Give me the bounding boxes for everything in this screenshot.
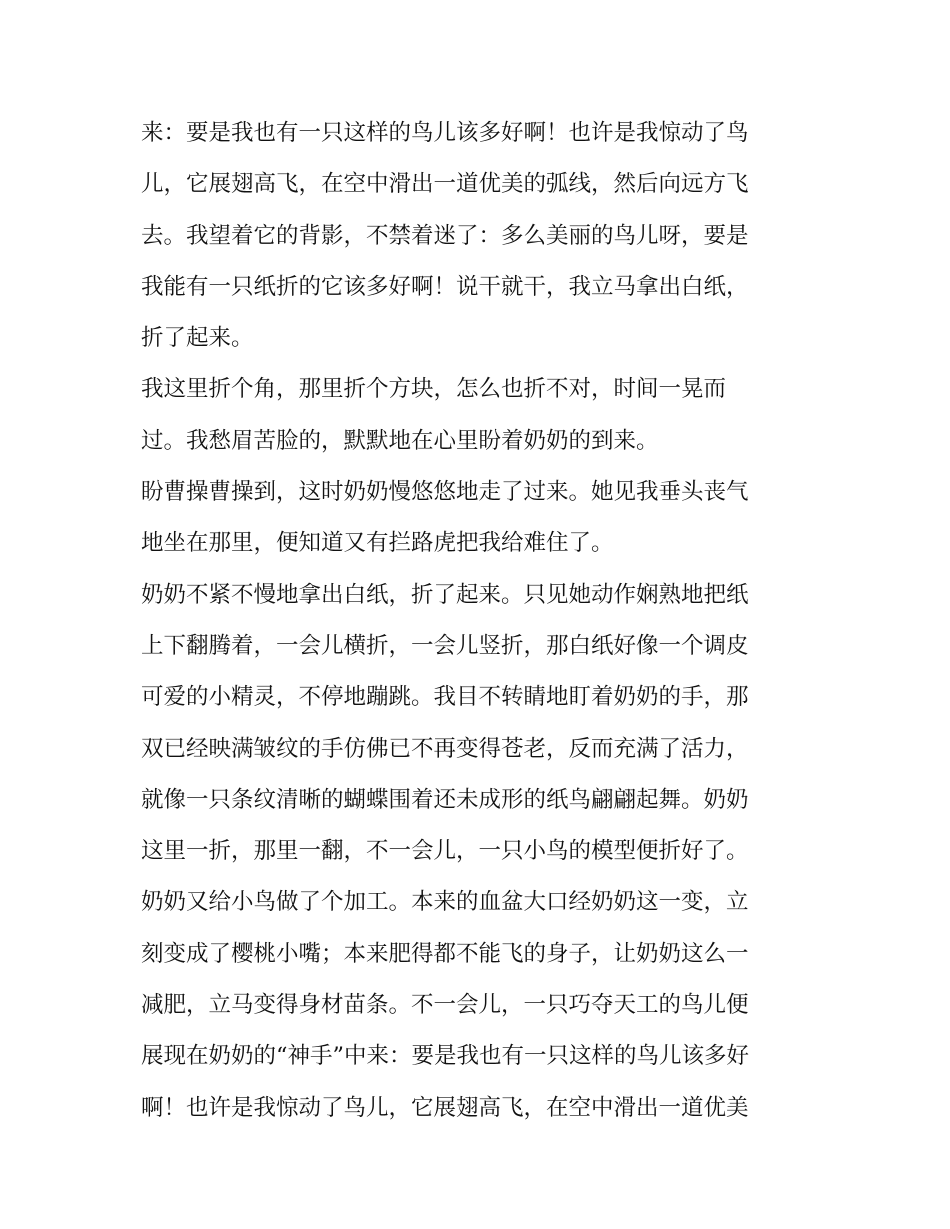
- text-line: 我这里折个角，那里折个方块，怎么也折不对，时间一晃而: [141, 376, 727, 403]
- text-line: 奶奶不紧不慢地拿出白纸，折了起来。只见她动作娴熟地把纸: [141, 581, 749, 608]
- text-line: 展现在奶奶的“神手”中来：要是我也有一只这样的鸟儿该多好: [141, 1043, 750, 1070]
- text-line: 儿，它展翅高飞，在空中滑出一道优美的弧线，然后向远方飞: [141, 171, 749, 198]
- text-line: 折了起来。: [141, 325, 254, 352]
- paragraph-3: [141, 467, 821, 570]
- text-line: 奶奶又给小鸟做了个加工。本来的血盆大口经奶奶这一变，立: [141, 889, 749, 916]
- paragraph-2: [141, 364, 821, 467]
- text-line: 过。我愁眉苦脸的，默默地在心里盼着奶奶的到来。: [141, 427, 659, 454]
- paragraph-1: [141, 108, 821, 364]
- paragraph-4: [141, 570, 821, 1134]
- text-line: 上下翻腾着，一会儿横折，一会儿竖折，那白纸好像一个调皮: [141, 632, 749, 659]
- text-line: 就像一只条纹清晰的蝴蝶围着还未成形的纸鸟翩翩起舞。奶奶: [141, 786, 749, 813]
- text-line: 啊！也许是我惊动了鸟儿，它展翅高飞，在空中滑出一道优美: [141, 1094, 749, 1121]
- text-line: 盼曹操曹操到，这时奶奶慢悠悠地走了过来。她见我垂头丧气: [141, 479, 749, 506]
- body-text: [141, 108, 821, 1134]
- text-line: 来：要是我也有一只这样的鸟儿该多好啊！也许是我惊动了鸟: [141, 120, 749, 146]
- text-line: 刻变成了樱桃小嘴；本来肥得都不能飞的身子，让奶奶这么一: [141, 940, 749, 967]
- text-line: 我能有一只纸折的它该多好啊！说干就干，我立马拿出白纸，: [141, 273, 749, 300]
- text-line: 去。我望着它的背影，不禁着迷了：多么美丽的鸟儿呀，要是: [141, 222, 749, 249]
- text-line: 减肥，立马变得身材苗条。不一会儿，一只巧夺天工的鸟儿便: [141, 992, 749, 1019]
- text-line: 双已经映满皱纹的手仿佛已不再变得苍老，反而充满了活力，: [141, 735, 749, 762]
- text-line: 这里一折，那里一翻，不一会儿，一只小鸟的模型便折好了。: [141, 838, 749, 865]
- text-line: 可爱的小精灵，不停地蹦跳。我目不转睛地盯着奶奶的手，那: [141, 684, 749, 711]
- text-line: 地坐在那里，便知道又有拦路虎把我给难住了。: [141, 530, 614, 557]
